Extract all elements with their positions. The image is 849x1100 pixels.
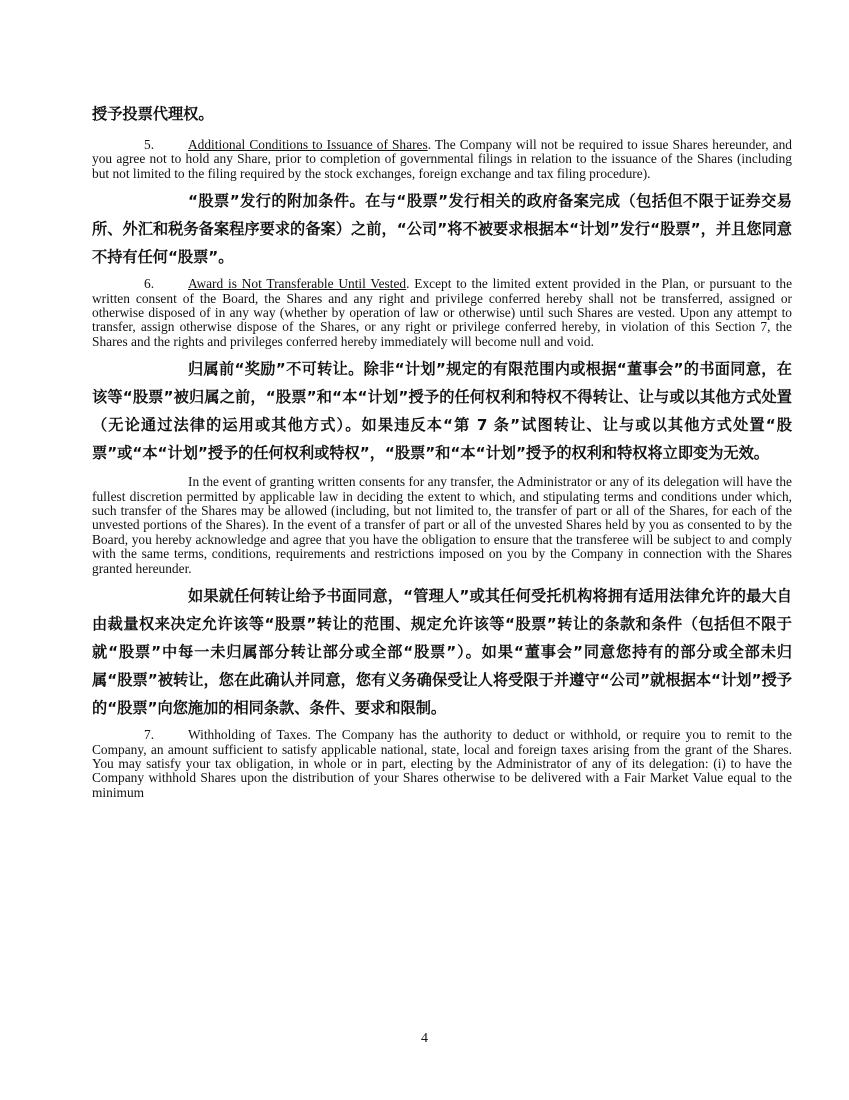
section-6-zh: 归属前“奖励”不可转让。除非“计划”规定的有限范围内或根据“董事会”的书面同意，在该等“股票”被归属之前，“股票”和“本“计划”授予的任何权利和特权不得转让、让与或以其他方式处置（无论通过法律的运用或其他方式）。如果违反本“第 7 条”试图转让、让与或以其他方式处置“股票”或“本“计划”授予的任何权利或特权”，“股票”和“本“计划”授予的权利和特权将立即变为无效。 bbox=[92, 360, 792, 463]
section-5-en bbox=[92, 138, 792, 181]
section-5-heading: Additional Conditions to Issuance of Shares bbox=[188, 137, 428, 152]
section-6-heading: Award is Not Transferable Until Vested bbox=[188, 276, 407, 292]
section-5-number: 5. bbox=[144, 137, 155, 152]
paragraph-top-zh: 授予投票代理权。 bbox=[92, 105, 214, 123]
section-7-en bbox=[92, 728, 792, 800]
section-5-body: . The Company will not be required to issue Shares hereunder, and you agree not to hold any Share, prior to completion of governmental filings in relation to the issuance of the Shares (including but not limited to the filing required by the stock exchanges, foreign exchange and tax filing procedure). bbox=[92, 137, 792, 181]
page-number: 4 bbox=[421, 1031, 428, 1046]
section-5-zh: “股票”发行的附加条件。在与“股票”发行相关的政府备案完成（包括但不限于证券交易所、外汇和税务备案程序要求的备案）之前，“公司”将不被要求根据本“计划”发行“股票”，并且您同意不持有任何“股票”。 bbox=[92, 192, 792, 267]
section-7-heading: Withholding of Taxes bbox=[188, 727, 308, 743]
section-6-number: 6. bbox=[144, 276, 155, 292]
section-6-body: . Except to the limited extent provided in the Plan, or pursuant to the written consent of the Board, the Shares and any right and privilege conferred hereby shall not be transferred, assigned or otherwise disposed of in any way (whether by operation of law or otherwise) until such Shares are vested. Upon any attempt to transfer, assign otherwise dispose of the Shares, or any right or privilege conferred hereby, in violation of this Section 7, the Shares and the rights and privileges conferred hereby immediately will become null and void. bbox=[92, 276, 793, 349]
section-6-admin-en: In the event of granting written consents for any transfer, the Administrator or any of its delegation will have the fullest discretion permitted by applicable law in deciding the extent to which, and stipulating terms and conditions under which, such transfer of the Shares may be allowed (including, but not limited to, the transfer of part or all of the Shares, for each of the unvested portions of the Shares). In the event of a transfer of part or all of the unvested Shares held by you as consented to by the Board, you hereby acknowledge and agree that you have the obligation to ensure that the transferee will be subject to and comply with the same terms, conditions, requirements and restrictions imposed on you by the Company in connection with the Shares granted hereunder. bbox=[92, 474, 792, 576]
section-7-number: 7. bbox=[144, 727, 155, 743]
section-7-body: . The Company has the authority to deduct or withhold, or require you to remit to the Company, an amount sufficient to satisfy applicable national, state, local and foreign taxes arising from the grant of the Shares. You may satisfy your tax obligation, in whole or in part, electing by the Administrator of any of its delegation: (i) to have the Company withhold Shares upon the distribution of your Shares otherwise to be delivered with a Fair Market Value equal to the minimum bbox=[92, 727, 792, 800]
section-6-admin-zh: 如果就任何转让给予书面同意，“管理人”或其任何受托机构将拥有适用法律允许的最大自由裁量权来决定允许该等“股票”转让的范围、规定允许该等“股票”转让的条款和条件（包括但不限于就“股票”中每一未归属部分转让部分或全部“股票”）。如果“董事会”同意您持有的部分或全部未归属“股票”被转让，您在此确认并同意，您有义务确保受让人将受限于并遵守“公司”就根据本“计划”授予的“股票”向您施加的相同条款、条件、要求和限制。 bbox=[92, 587, 792, 718]
document-page bbox=[92, 100, 792, 800]
section-6-en bbox=[92, 277, 792, 349]
